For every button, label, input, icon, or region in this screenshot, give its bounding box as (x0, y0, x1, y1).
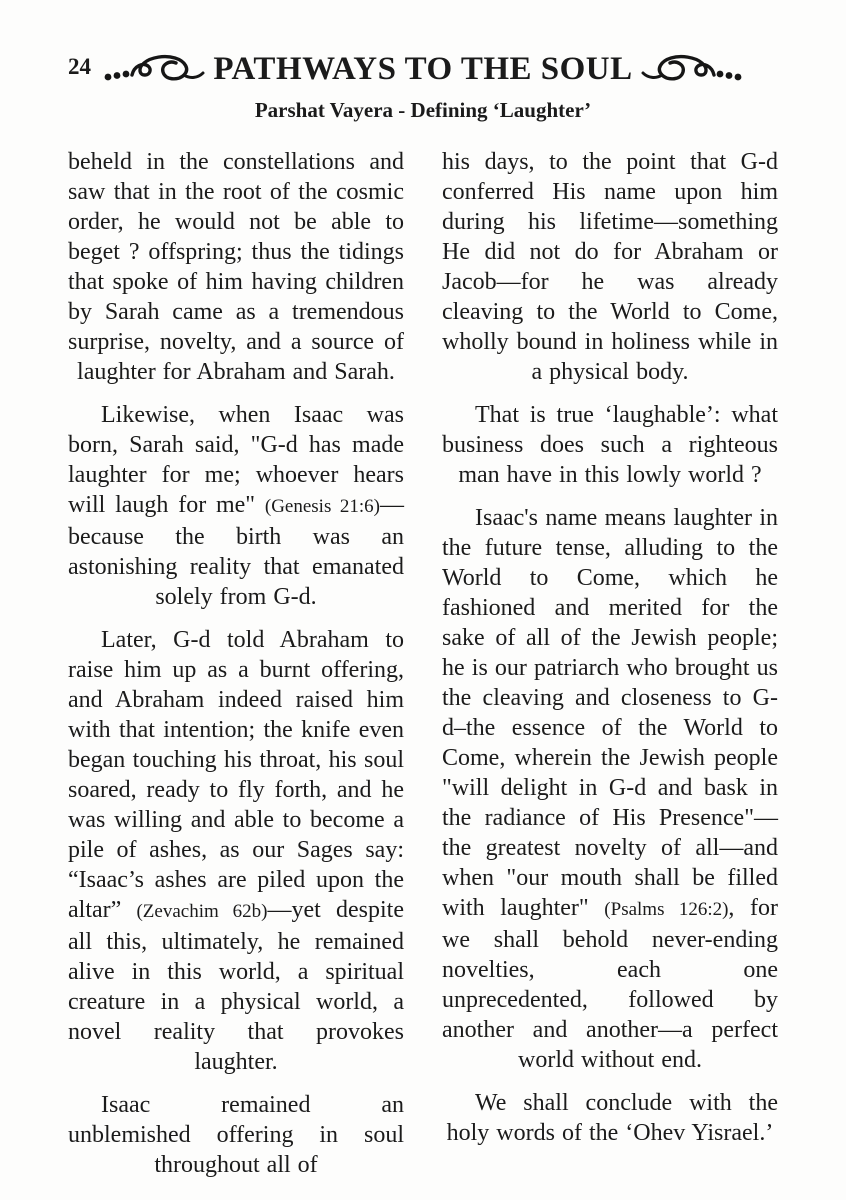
paragraph (68, 400, 404, 612)
text-segment: Later, G-d told Abraham to raise him up as a burnt offering, and Abraham indeed raised him with that intention; the knife even began touching his throat, his soul soared, ready to fly forth, and he was willing and able to become a pile of ashes, as our Sages say: “Isaac’s ashes are piled upon the altar” (68, 627, 404, 924)
text-segment: Isaac's name means laughter in the future tense, alluding to the World to Come, which he fashioned and merited for the sake of all of the Jewish people; he is our patriarch who brought us the cleaving and closeness to G-d–the essence of the World to Come, wherein the Jewish people "will delight in G-d and bask in the radiance of His Presence"—the greatest novelty of all—and when "our mouth shall be filled with laughter" (442, 505, 778, 922)
text-columns (68, 147, 778, 1193)
text-segment: —because the birth was an astonishing reality that emanated solely from G-d. (68, 492, 404, 611)
paragraph (68, 625, 404, 1077)
left-column (68, 147, 404, 1193)
book-title: PATHWAYS TO THE SOUL (213, 50, 633, 87)
paragraph (442, 503, 778, 1075)
text-segment: We shall conclude with the holy words of the ‘Ohev Yisrael.’ (446, 1090, 778, 1147)
paragraph (68, 147, 404, 387)
text-segment: —yet despite all this, ultimately, he remained alive in this world, a spiritual creature in a physical world, a novel reality that provokes laughter. (68, 897, 404, 1076)
citation-ref: (Zevachim 62b) (136, 901, 268, 923)
title-row (68, 46, 778, 90)
paragraph (442, 400, 778, 490)
scroll-flourish-left-icon (101, 50, 205, 86)
text-segment: That is true ‘laughable’: what business does such a righteous man have in this lowly world ? (442, 402, 778, 489)
paragraph (442, 147, 778, 387)
citation-ref: (Genesis 21:6) (264, 496, 380, 518)
page-number: 24 (68, 54, 91, 79)
citation-ref: (Psalms 126:2) (604, 899, 729, 921)
text-segment: Isaac remained an unblemished offering in soul throughout all of (68, 1092, 404, 1179)
scroll-flourish-right-icon (641, 50, 745, 86)
right-column (442, 147, 778, 1193)
chapter-subtitle: Parshat Vayera - Defining ‘Laughter’ (254, 98, 592, 122)
paragraph (68, 1090, 404, 1180)
text-segment: beheld in the constellations and saw that in the root of the cosmic order, he would not be able to beget ? offspring; thus the tidings that spoke of him having children by Sarah came as a tremendous surprise, novelty, and a source of laughter for Abraham and Sarah. (68, 149, 404, 386)
page-header (68, 46, 778, 122)
text-segment: his days, to the point that G-d conferred His name upon him during his lifetime—something He did not do for Abraham or Jacob—for he was already cleaving to the World to Come, wholly bound in holiness while in a physical body. (442, 149, 778, 386)
text-segment: Likewise, when Isaac was born, Sarah said, "G-d has made laughter for me; whoever hears will laugh for me" (68, 402, 404, 519)
paragraph (442, 1088, 778, 1148)
text-segment: , for we shall behold never-ending novelties, each one unprecedented, followed by another and another—a perfect world without end. (442, 895, 778, 1074)
